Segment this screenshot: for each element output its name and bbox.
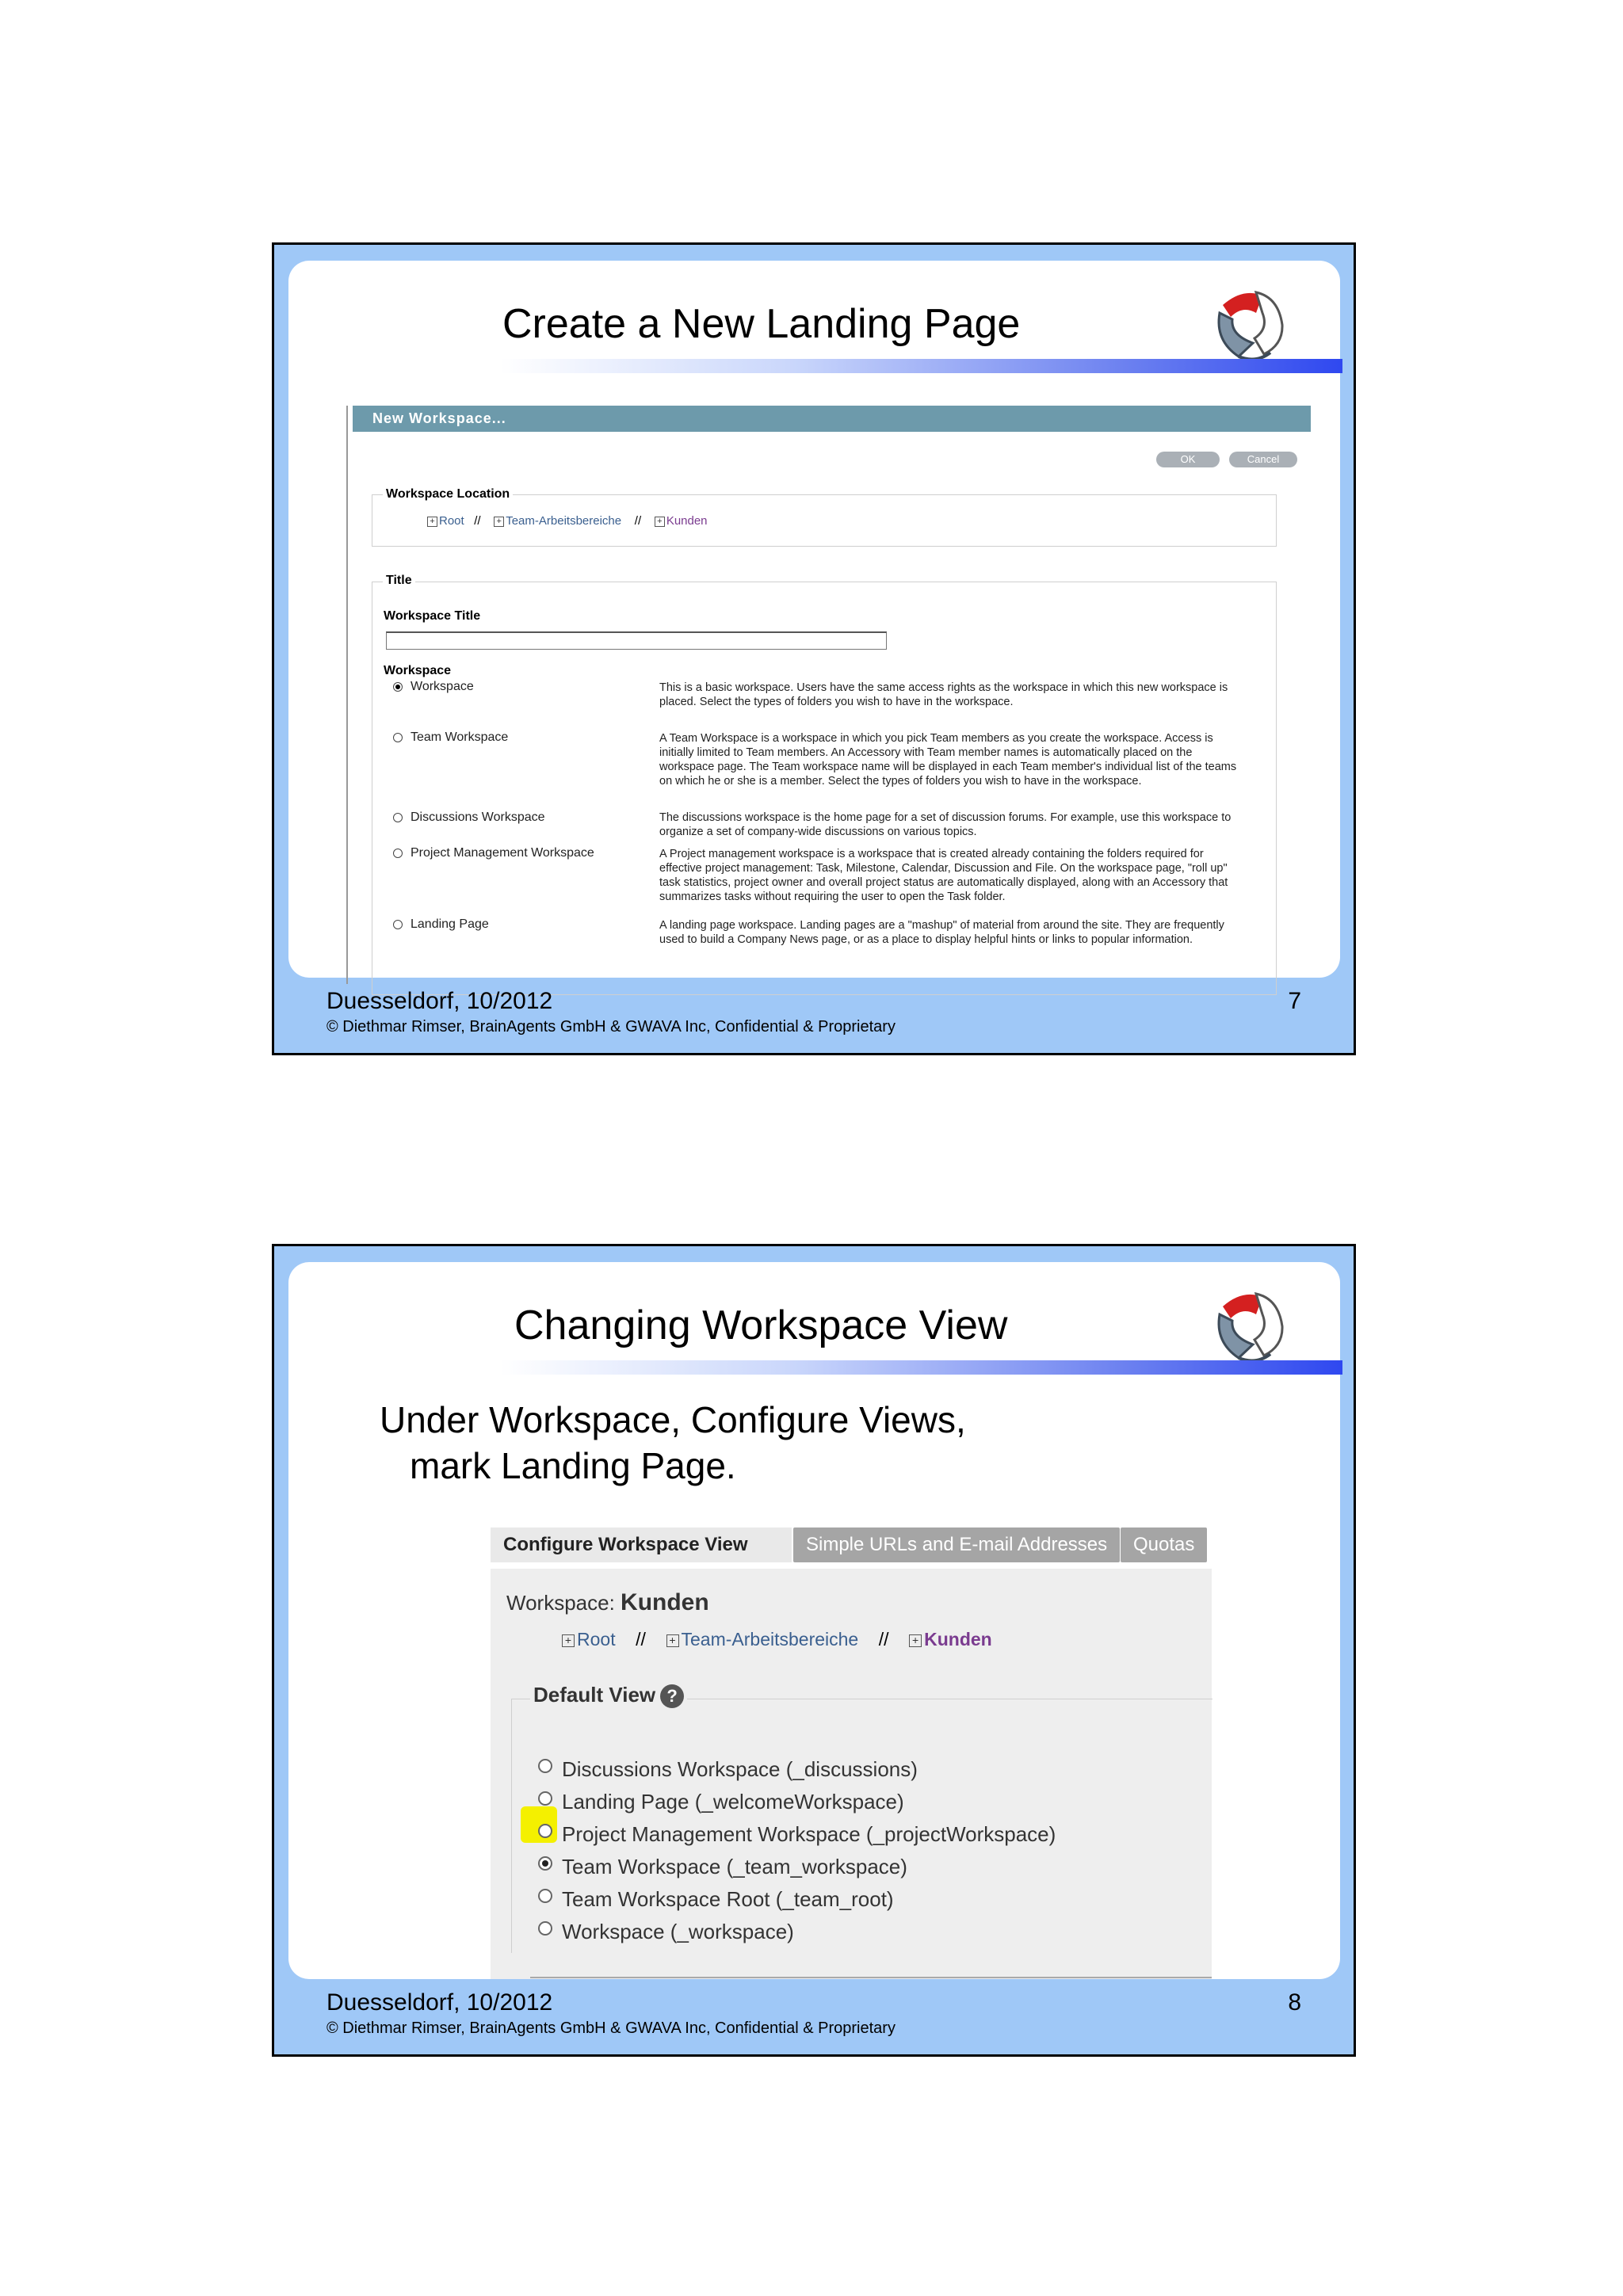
radio-button-icon[interactable] [538, 1791, 552, 1806]
option-landing-page[interactable]: Landing Page (_welcomeWorkspace) [538, 1790, 904, 1814]
breadcrumb-kunden[interactable]: Kunden [666, 514, 708, 528]
radio-button-icon[interactable] [538, 1889, 552, 1903]
new-workspace-header: New Workspace... [353, 406, 1311, 432]
page-number: 8 [1288, 1989, 1301, 2016]
breadcrumb-separator: // [634, 514, 642, 528]
radio-button-icon[interactable] [393, 920, 403, 929]
option-discussions-workspace[interactable]: Discussions Workspace (_discussions) [538, 1757, 918, 1782]
option-team-workspace[interactable]: Team Workspace [393, 730, 508, 745]
ok-button[interactable]: OK [1156, 452, 1220, 467]
option-description: The discussions workspace is the home page for a set of discussion forums. For example, use this workspace to organize a set of company-wide discussions on various topics. [659, 811, 1232, 838]
instruction-text [380, 1397, 966, 1489]
radio-button-icon[interactable] [538, 1856, 552, 1871]
plus-expand-icon[interactable]: + [494, 517, 504, 527]
radio-button-icon[interactable] [393, 733, 403, 742]
breadcrumb [427, 514, 708, 528]
radio-button-icon[interactable] [538, 1921, 552, 1936]
slide-8 [272, 1244, 1356, 2057]
workspace-type-label: Workspace [384, 664, 452, 677]
option-project-management-workspace[interactable]: Project Management Workspace (_projectWorkspace) [538, 1822, 1056, 1847]
option-description: A Team Workspace is a workspace in which you pick Team members as you create the workspace. Access is initially limited to Team members. An Accessory with Team member names is automatically placed on the workspace page. The Team workspace name will be displayed in each Team member's individual list of the teams on which he or she is a member. Select the types of folders you wish to have in the workspace. [659, 732, 1237, 788]
slide-title: Changing Workspace View [514, 1302, 1008, 1348]
radio-button-icon[interactable] [393, 682, 403, 692]
option-description: A Project management workspace is a workspace that is created already containing the folders required for effective project management: Task, Milestone, Calendar, Discussion and File. On the workspace page, "roll up" task statistics, project owner and overall project status are automatically displayed, along with an Accessory that summarizes tasks without requiring the user to open the Task folder. [659, 848, 1228, 903]
option-team-workspace-root[interactable]: Team Workspace Root (_team_root) [538, 1887, 894, 1912]
option-workspace[interactable]: Workspace (_workspace) [538, 1920, 794, 1944]
copyright-notice: © Diethmar Rimser, BrainAgents GmbH & GWAVA Inc, Confidential & Proprietary [327, 1018, 896, 1035]
option-workspace[interactable]: Workspace [393, 680, 474, 694]
breadcrumb-team[interactable]: Team-Arbeitsbereiche [681, 1629, 859, 1650]
copyright-notice: © Diethmar Rimser, BrainAgents GmbH & GWAVA Inc, Confidential & Proprietary [327, 2019, 896, 2037]
breadcrumb-root[interactable]: Root [439, 514, 464, 528]
instruction-line-2: mark Landing Page. [410, 1445, 736, 1486]
page-number: 7 [1288, 988, 1301, 1014]
breadcrumb-kunden[interactable]: Kunden [924, 1629, 992, 1650]
option-discussions-workspace[interactable]: Discussions Workspace [393, 810, 545, 825]
hand-logo-icon [1207, 281, 1294, 368]
footer-location: Duesseldorf, 10/2012 [327, 1989, 553, 2016]
radio-button-icon[interactable] [393, 813, 403, 822]
workspace-title-label: Workspace Title [384, 609, 481, 623]
title-divider-bar [500, 1360, 1342, 1375]
slide-7 [272, 242, 1356, 1055]
option-project-management-workspace[interactable]: Project Management Workspace [393, 846, 594, 860]
plus-expand-icon[interactable]: + [655, 517, 665, 527]
radio-button-icon[interactable] [393, 849, 403, 858]
tab-simple-urls[interactable]: Simple URLs and E-mail Addresses [793, 1527, 1120, 1562]
breadcrumb-team[interactable]: Team-Arbeitsbereiche [506, 514, 622, 528]
default-view-legend: Default View ? [530, 1683, 687, 1708]
workspace-title-input[interactable] [386, 631, 887, 650]
configure-view-screenshot [491, 1527, 1212, 1979]
option-description: A landing page workspace. Landing pages are a "mashup" of material from around the site. They are frequently used to build a Company News page, or as a place to display helpful hints or links to popular information. [659, 919, 1224, 946]
cancel-button[interactable]: Cancel [1229, 452, 1297, 467]
option-description: This is a basic workspace. Users have the same access rights as the workspace in which this new workspace is placed. Select the types of folders you wish to have in the workspace. [659, 681, 1228, 708]
title-divider-bar [500, 359, 1342, 373]
tab-quotas[interactable]: Quotas [1121, 1527, 1207, 1562]
title-legend: Title [383, 574, 415, 588]
workspace-location-legend: Workspace Location [383, 487, 513, 502]
radio-button-icon[interactable] [538, 1759, 552, 1773]
breadcrumb-separator: // [878, 1629, 889, 1650]
breadcrumb [562, 1629, 992, 1650]
instruction-line-1: Under Workspace, Configure Views, [380, 1399, 966, 1440]
workspace-name: Kunden [621, 1589, 709, 1615]
configure-panel [491, 1569, 1212, 1979]
plus-expand-icon[interactable]: + [427, 517, 437, 527]
hand-logo-icon [1207, 1283, 1294, 1370]
workspace-name-line: Workspace: Kunden [506, 1589, 709, 1615]
new-workspace-screenshot [346, 406, 1311, 984]
slide-title: Create a New Landing Page [502, 301, 1021, 347]
footer-location: Duesseldorf, 10/2012 [327, 988, 553, 1014]
option-team-workspace[interactable]: Team Workspace (_team_workspace) [538, 1855, 907, 1879]
divider [530, 1977, 1212, 1978]
tab-configure-workspace-view[interactable]: Configure Workspace View [491, 1527, 792, 1562]
help-icon[interactable]: ? [660, 1684, 684, 1708]
plus-expand-icon[interactable]: + [666, 1634, 679, 1647]
plus-expand-icon[interactable]: + [909, 1634, 922, 1647]
option-landing-page[interactable]: Landing Page [393, 917, 489, 932]
radio-button-icon[interactable] [538, 1824, 552, 1838]
breadcrumb-separator: // [636, 1629, 646, 1650]
breadcrumb-separator: // [474, 514, 481, 528]
breadcrumb-root[interactable]: Root [577, 1629, 616, 1650]
plus-expand-icon[interactable]: + [562, 1634, 575, 1647]
